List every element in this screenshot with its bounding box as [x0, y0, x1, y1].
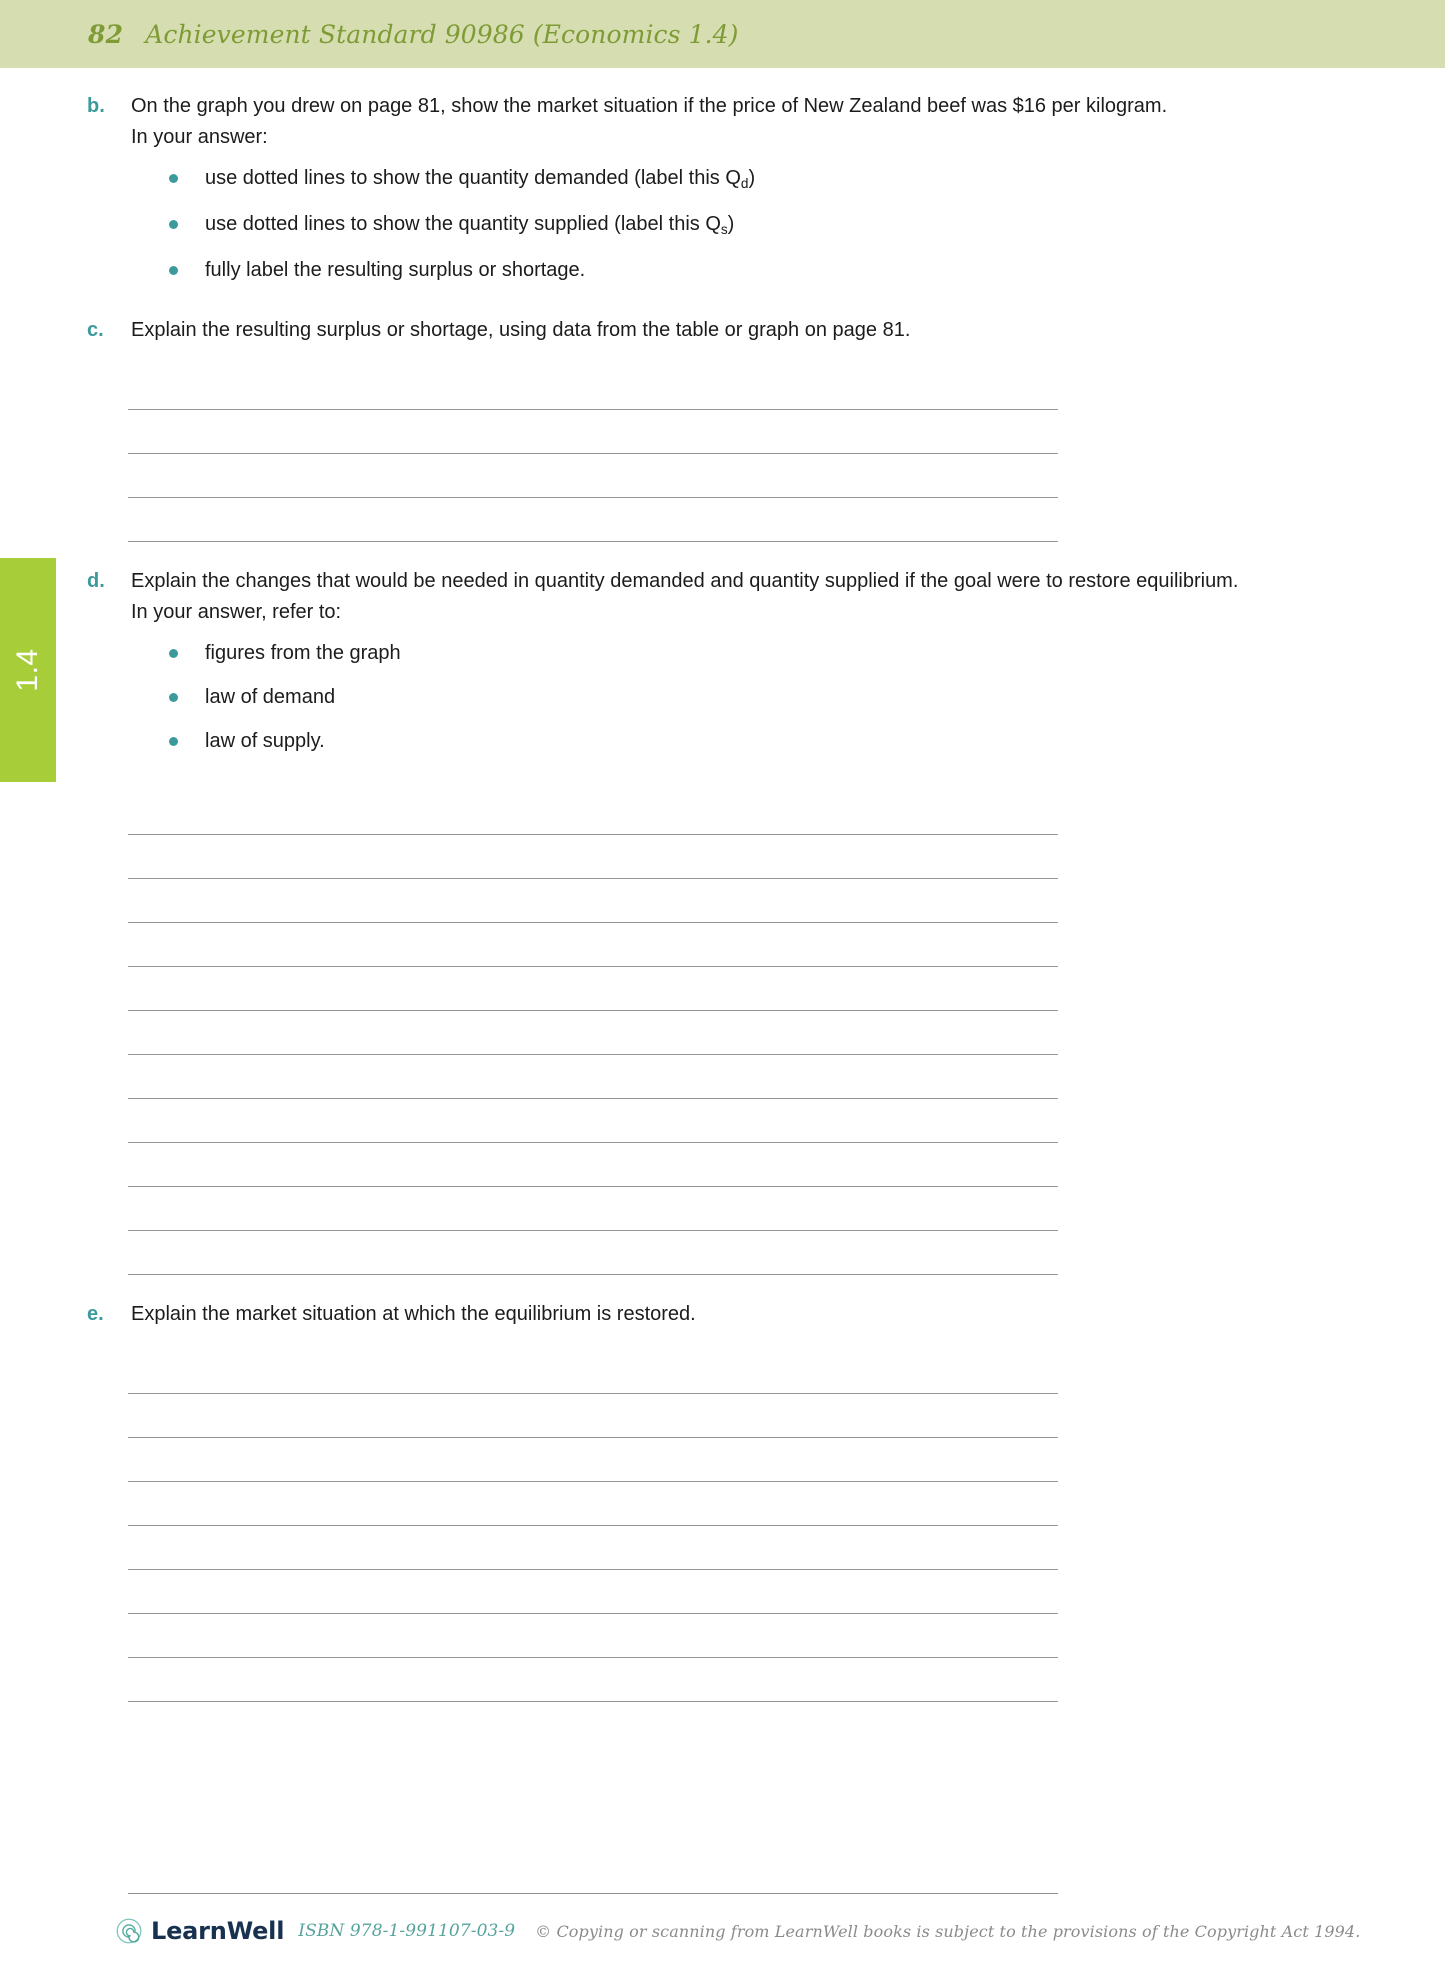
list-item-text-tail: ): [727, 213, 735, 235]
question-b: [0, 68, 1445, 299]
list-item: [131, 682, 1315, 712]
question-b-row: [0, 91, 1445, 299]
answer-line[interactable]: [128, 1187, 1058, 1231]
question-e-label: e.: [87, 1303, 104, 1325]
spacer: [0, 542, 1445, 566]
page-footer: [0, 1893, 1445, 1979]
question-c-body: [131, 315, 1445, 346]
question-c-label: c.: [87, 319, 104, 341]
page-content: [0, 68, 1445, 1702]
question-e-answer-lines: [0, 1350, 1445, 1702]
spiral-logo-icon: [116, 1918, 142, 1944]
answer-line[interactable]: [128, 967, 1058, 1011]
list-item-text-main: use dotted lines to show the quantity demanded (label this Q: [205, 167, 741, 189]
question-c-answer-lines: [0, 366, 1445, 542]
question-d-bullet-list: [131, 638, 1315, 756]
answer-line[interactable]: [128, 1143, 1058, 1187]
list-item-text: [205, 163, 1315, 195]
brand-name: LearnWell: [151, 1917, 285, 1945]
list-item-text: fully label the resulting surplus or shortage.: [205, 259, 586, 281]
answer-line[interactable]: [128, 454, 1058, 498]
list-item-text: [205, 209, 1315, 241]
question-c: [0, 299, 1445, 542]
bullet-dot-icon: [169, 266, 178, 275]
answer-line[interactable]: [128, 1231, 1058, 1275]
question-b-bullet-list: [131, 163, 1315, 285]
answer-line[interactable]: [128, 1482, 1058, 1526]
answer-line[interactable]: [128, 835, 1058, 879]
question-d-subtext: In your answer, refer to:: [131, 601, 342, 623]
question-b-text: On the graph you drew on page 81, show the market situation if the price of New Zealand beef was $16 per kilogram.: [131, 95, 1168, 117]
answer-line[interactable]: [128, 1614, 1058, 1658]
question-c-text: Explain the resulting surplus or shortage, using data from the table or graph on page 81.: [131, 319, 911, 341]
page-number: 82: [88, 20, 124, 49]
list-item-text: figures from the graph: [205, 642, 401, 664]
bullet-dot-icon: [169, 649, 178, 658]
list-item: [131, 209, 1315, 241]
side-tab-label: 1.4: [11, 648, 44, 692]
spacer: [0, 1275, 1445, 1299]
answer-line[interactable]: [128, 1055, 1058, 1099]
answer-line[interactable]: [128, 1526, 1058, 1570]
question-b-subtext: In your answer:: [131, 126, 268, 148]
answer-line[interactable]: [128, 1011, 1058, 1055]
question-e-text: Explain the market situation at which the equilibrium is restored.: [131, 1303, 696, 1325]
list-item-text-main: use dotted lines to show the quantity supplied (label this Q: [205, 213, 721, 235]
answer-line[interactable]: [128, 498, 1058, 542]
copyright-notice: © Copying or scanning from LearnWell books is subject to the provisions of the Copyright Act 1994.: [535, 1921, 1361, 1941]
list-item: [131, 726, 1315, 756]
isbn-text: ISBN 978-1-991107-03-9: [298, 1921, 516, 1941]
question-b-body: [131, 91, 1445, 299]
question-e-row: [0, 1299, 1445, 1330]
question-b-label: b.: [87, 95, 105, 117]
answer-line[interactable]: [128, 879, 1058, 923]
answer-line[interactable]: [128, 366, 1058, 410]
question-d-label: d.: [87, 570, 105, 592]
bullet-dot-icon: [169, 220, 178, 229]
answer-line[interactable]: [128, 410, 1058, 454]
footer-content: [116, 1917, 1360, 1945]
spacer: [0, 346, 1445, 366]
list-item: [131, 638, 1315, 668]
list-item-text-tail: ): [748, 167, 756, 189]
list-item-subscript: d: [740, 176, 749, 192]
question-e: [0, 1299, 1445, 1702]
list-item: [131, 163, 1315, 195]
page-title: Achievement Standard 90986 (Economics 1.4): [145, 20, 739, 49]
answer-line[interactable]: [128, 1570, 1058, 1614]
answer-line[interactable]: [128, 1350, 1058, 1394]
list-item-subscript: s: [720, 222, 728, 238]
question-e-body: [131, 1299, 1445, 1330]
answer-line[interactable]: [128, 1099, 1058, 1143]
question-d-text: Explain the changes that would be needed in quantity demanded and quantity supplied if the goal were to restore equilibrium.: [131, 570, 1239, 592]
question-d-row: [0, 566, 1445, 770]
question-d: [0, 566, 1445, 1275]
spacer: [0, 770, 1445, 791]
answer-line[interactable]: [128, 1394, 1058, 1438]
list-item: [131, 255, 1315, 285]
page-header-band: [0, 0, 1445, 68]
question-d-answer-lines: [0, 791, 1445, 1275]
bullet-dot-icon: [169, 737, 178, 746]
answer-line[interactable]: [128, 1438, 1058, 1482]
answer-line[interactable]: [128, 791, 1058, 835]
question-d-body: [131, 566, 1445, 770]
answer-line[interactable]: [128, 923, 1058, 967]
list-item-text: law of supply.: [205, 730, 325, 752]
question-c-row: [0, 315, 1445, 346]
bullet-dot-icon: [169, 174, 178, 183]
answer-line[interactable]: [128, 1658, 1058, 1702]
spacer: [0, 1330, 1445, 1350]
page-header-content: [88, 20, 739, 49]
list-item-text: law of demand: [205, 686, 336, 708]
bullet-dot-icon: [169, 693, 178, 702]
footer-divider: [128, 1893, 1058, 1894]
